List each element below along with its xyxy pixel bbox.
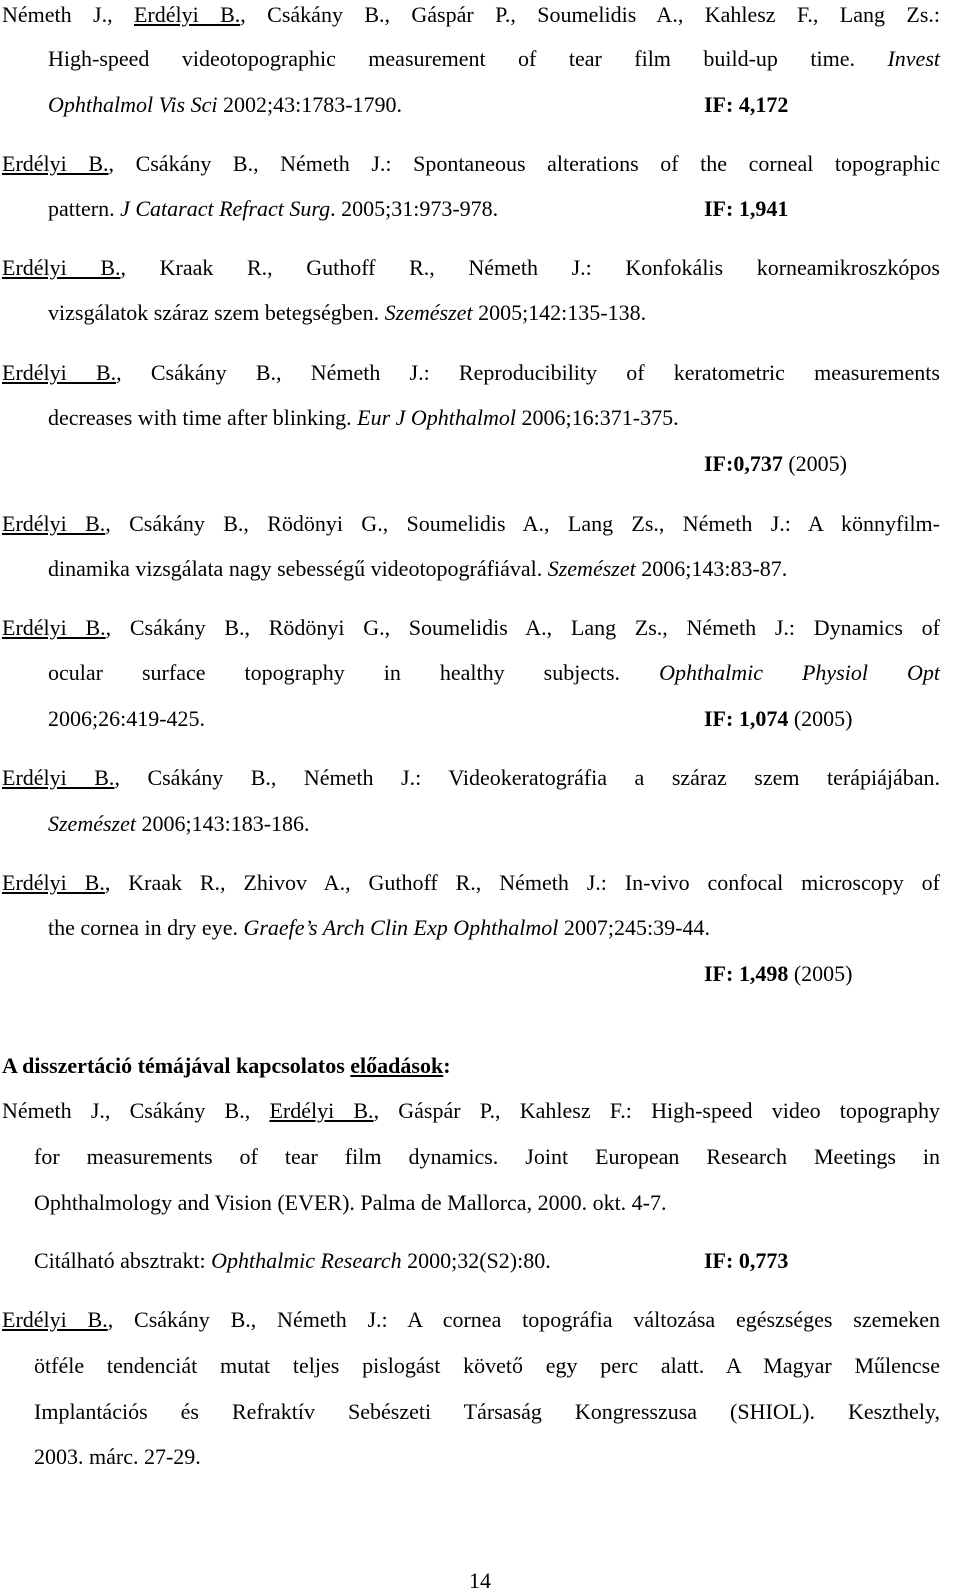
title-text: ocular surface topography in healthy subjects. <box>48 660 660 685</box>
citation-text: 2006;26:419-425. <box>48 706 206 731</box>
heading-text: A disszertáció témájával kapcsolatos <box>2 1053 351 1078</box>
title-text: decreases with time after blinking. <box>48 405 358 430</box>
reference-7-line-2 <box>48 811 310 837</box>
impact-factor: IF: 1,074 <box>704 706 789 731</box>
title-text: dinamika vizsgálata nagy sebességű videotopográfiával. <box>48 556 548 581</box>
citation-text: 2007;245:39-44. <box>558 915 710 940</box>
author-text: , Kraak R., Guthoff R., Németh J.: Konfokális korneamikroszkópos <box>120 255 940 280</box>
reference-8-line-3 <box>704 961 852 987</box>
title-text: the cornea in dry eye. <box>48 915 244 940</box>
talk-1-line-2: for measurements of tear film dynamics. Joint European Research Meetings in <box>34 1144 940 1169</box>
author-text: Németh J., <box>2 2 134 27</box>
journal-name: Ophthalmol Vis Sci <box>48 92 218 117</box>
title-text: High-speed videotopographic measurement of tear film build-up time. <box>48 46 855 71</box>
author-text: , Csákány B., Rödönyi G., Soumelidis A., Lang Zs., Németh J.: A könnyfilm- <box>105 511 940 536</box>
citation-text: 2000;32(S2):80. <box>401 1248 551 1273</box>
reference-2-line-1 <box>2 151 940 177</box>
journal-name: Ophthalmic Research <box>211 1248 402 1273</box>
author-text: , Csákány B., Németh J.: Reproducibility of keratometric measurements <box>116 360 940 385</box>
reference-6-line-3 <box>704 706 852 732</box>
underlined-author: Erdélyi B. <box>133 2 241 27</box>
author-text: , Csákány B., Gáspár P., Soumelidis A., Kahlesz F., Lang Zs.: <box>240 2 941 27</box>
underlined-author: Erdélyi B. <box>2 255 121 280</box>
title-text: pattern. <box>48 196 121 221</box>
journal-name: Szemészet <box>48 811 136 836</box>
author-text: , Csákány B., Rödönyi G., Soumelidis A., Lang Zs., Németh J.: Dynamics of <box>105 615 940 640</box>
journal-name: J Cataract Refract Surg <box>120 196 331 221</box>
talk-2-line-1 <box>2 1307 940 1333</box>
citation-text: 2006;143:183-186. <box>135 811 310 836</box>
citation-text: 2006;143:83-87. <box>635 556 788 581</box>
if-year: (2005) <box>788 961 853 986</box>
if-year: (2005) <box>782 451 847 476</box>
impact-factor: IF: 1,941 <box>704 196 789 221</box>
journal-name: Graefe’s Arch Clin Exp Ophthalmol <box>243 915 559 940</box>
heading-colon: : <box>443 1053 451 1078</box>
reference-5-line-1 <box>2 511 940 537</box>
title-text: vizsgálatok száraz szem betegségben. <box>48 300 385 325</box>
impact-factor: IF:0,737 <box>704 451 783 476</box>
underlined-author: Erdélyi B. <box>2 511 106 536</box>
citation-text: 2005;142:135-138. <box>472 300 647 325</box>
journal-name: Eur J Ophthalmol <box>357 405 517 430</box>
citation-text: . 2005;31:973-978. <box>330 196 499 221</box>
talk-1-line-1 <box>2 1098 940 1124</box>
reference-1-line-3 <box>48 92 402 118</box>
author-text: , Csákány B., Németh J.: Spontaneous alterations of the corneal topographic <box>108 151 940 176</box>
underlined-author: Erdélyi B. <box>2 151 109 176</box>
author-text: , Csákány B., Németh J.: A cornea topográfia változása egészséges szemeken <box>107 1307 940 1332</box>
impact-factor: IF: 0,773 <box>704 1248 789 1273</box>
journal-name: Ophthalmic Physiol Opt <box>659 660 940 685</box>
reference-3-line-2 <box>48 300 646 326</box>
reference-4-line-1 <box>2 360 940 386</box>
reference-8-line-2 <box>48 915 710 941</box>
journal-name: Szemészet <box>547 556 636 581</box>
abstract-label: Citálható absztrakt: <box>34 1248 212 1273</box>
underlined-author: Erdélyi B. <box>2 360 117 385</box>
reference-2-line-2 <box>48 196 498 222</box>
talk-1-line-4 <box>34 1248 551 1274</box>
reference-8-line-1 <box>2 870 940 896</box>
citation-text: 2002;43:1783-1790. <box>217 92 403 117</box>
reference-1-line-1 <box>2 2 940 28</box>
underlined-author: Erdélyi B. <box>2 615 106 640</box>
reference-6-line-2 <box>48 660 940 686</box>
author-text: , Gáspár P., Kahlesz F.: High-speed video topography <box>373 1098 940 1123</box>
page-number: 14 <box>469 1568 491 1593</box>
talk-2-line-2: ötféle tendenciát mutat teljes pislogást követő egy perc alatt. A Magyar Műlencse <box>34 1353 940 1378</box>
reference-3-line-1 <box>2 255 940 281</box>
talk-1-line-3: Ophthalmology and Vision (EVER). Palma de Mallorca, 2000. okt. 4-7. <box>34 1190 667 1215</box>
reference-6-line-1 <box>2 615 940 641</box>
underlined-author: Erdélyi B. <box>2 1307 108 1332</box>
journal-name: Invest <box>887 46 940 71</box>
journal-name: Szemészet <box>384 300 473 325</box>
citation-text: 2006;16:371-375. <box>516 405 679 430</box>
underlined-author: Erdélyi B. <box>2 765 115 790</box>
reference-1-line-2 <box>48 46 940 72</box>
author-text: Németh J., Csákány B., <box>2 1098 270 1123</box>
talk-2-line-3: Implantációs és Refraktív Sebészeti Társaság Kongresszusa (SHIOL). Keszthely, <box>34 1399 940 1424</box>
section-heading <box>2 1053 451 1079</box>
impact-factor: IF: 4,172 <box>704 92 789 117</box>
author-text: , Kraak R., Zhivov A., Guthoff R., Németh J.: In-vivo confocal microscopy of <box>104 870 940 895</box>
author-text: , Csákány B., Németh J.: Videokeratográfia a száraz szem terápiájában. <box>114 765 940 790</box>
underlined-author: Erdélyi B. <box>269 1098 374 1123</box>
if-year: (2005) <box>788 706 853 731</box>
reference-4-line-3 <box>704 451 847 477</box>
reference-7-line-1 <box>2 765 940 791</box>
talk-2-line-4: 2003. márc. 27-29. <box>34 1444 201 1469</box>
heading-underlined-text: előadások <box>350 1053 444 1078</box>
reference-5-line-2 <box>48 556 787 582</box>
impact-factor: IF: 1,498 <box>704 961 789 986</box>
underlined-author: Erdélyi B. <box>2 870 105 895</box>
reference-4-line-2 <box>48 405 679 431</box>
